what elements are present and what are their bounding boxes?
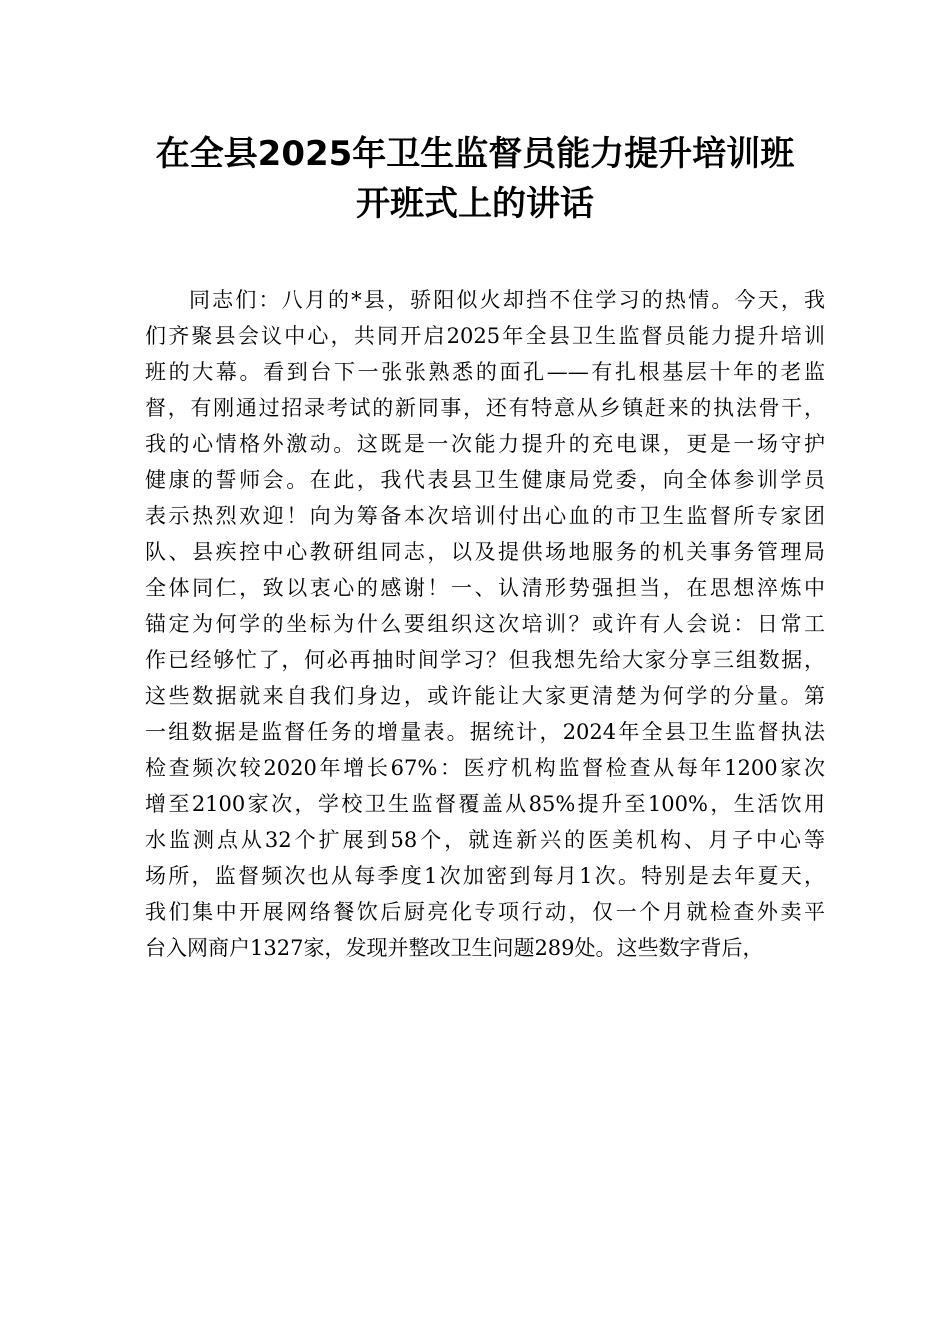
body-line: 场所，监督频次也从每季度1次加密到每月1次。特别是去年夏天， [145, 864, 825, 888]
body-line: 同志们：八月的*县，骄阳似火却挡不住学习的热情。今天，我 [189, 288, 825, 312]
document-body [145, 282, 825, 966]
body-line: 队、县疾控中心教研组同志，以及提供场地服务的机关事务管理局 [145, 540, 825, 564]
body-line: 一组数据是监督任务的增量表。据统计，2024年全县卫生监督执法 [145, 720, 825, 744]
body-line: 我的心情格外激动。这既是一次能力提升的充电课，更是一场守护 [145, 432, 825, 456]
body-line: 督，有刚通过招录考试的新同事，还有特意从乡镇赶来的执法骨干， [145, 396, 825, 420]
body-line: 我们集中开展网络餐饮后厨亮化专项行动，仅一个月就检查外卖平 [145, 900, 825, 924]
body-line: 检查频次较2020年增长67%：医疗机构监督检查从每年1200家次 [145, 756, 825, 780]
body-line: 台入网商户1327家，发现并整改卫生问题289处。这些数字背后， [145, 936, 764, 960]
body-line: 们齐聚县会议中心，共同开启2025年全县卫生监督员能力提升培训 [145, 324, 825, 348]
body-line: 健康的誓师会。在此，我代表县卫生健康局党委，向全体参训学员 [145, 468, 825, 492]
document-title-line-2: 开班式上的讲话 [356, 184, 594, 224]
body-line: 这些数据就来自我们身边，或许能让大家更清楚为何学的分量。第 [145, 684, 825, 708]
body-line: 锚定为何学的坐标为什么要组织这次培训？或许有人会说：日常工 [145, 612, 825, 636]
body-line: 全体同仁，致以衷心的感谢！一、认清形势强担当，在思想淬炼中 [145, 576, 825, 600]
body-line: 水监测点从32个扩展到58个，就连新兴的医美机构、月子中心等 [145, 828, 825, 852]
body-line: 表示热烈欢迎！向为筹备本次培训付出心血的市卫生监督所专家团 [145, 504, 825, 528]
body-line: 作已经够忙了，何必再抽时间学习？但我想先给大家分享三组数据， [145, 648, 825, 672]
body-line: 班的大幕。看到台下一张张熟悉的面孔——有扎根基层十年的老监 [145, 360, 825, 384]
document-title-line-1: 在全县2025年卫生监督员能力提升培训班 [155, 134, 795, 174]
body-line: 增至2100家次，学校卫生监督覆盖从85%提升至100%，生活饮用 [145, 792, 825, 816]
